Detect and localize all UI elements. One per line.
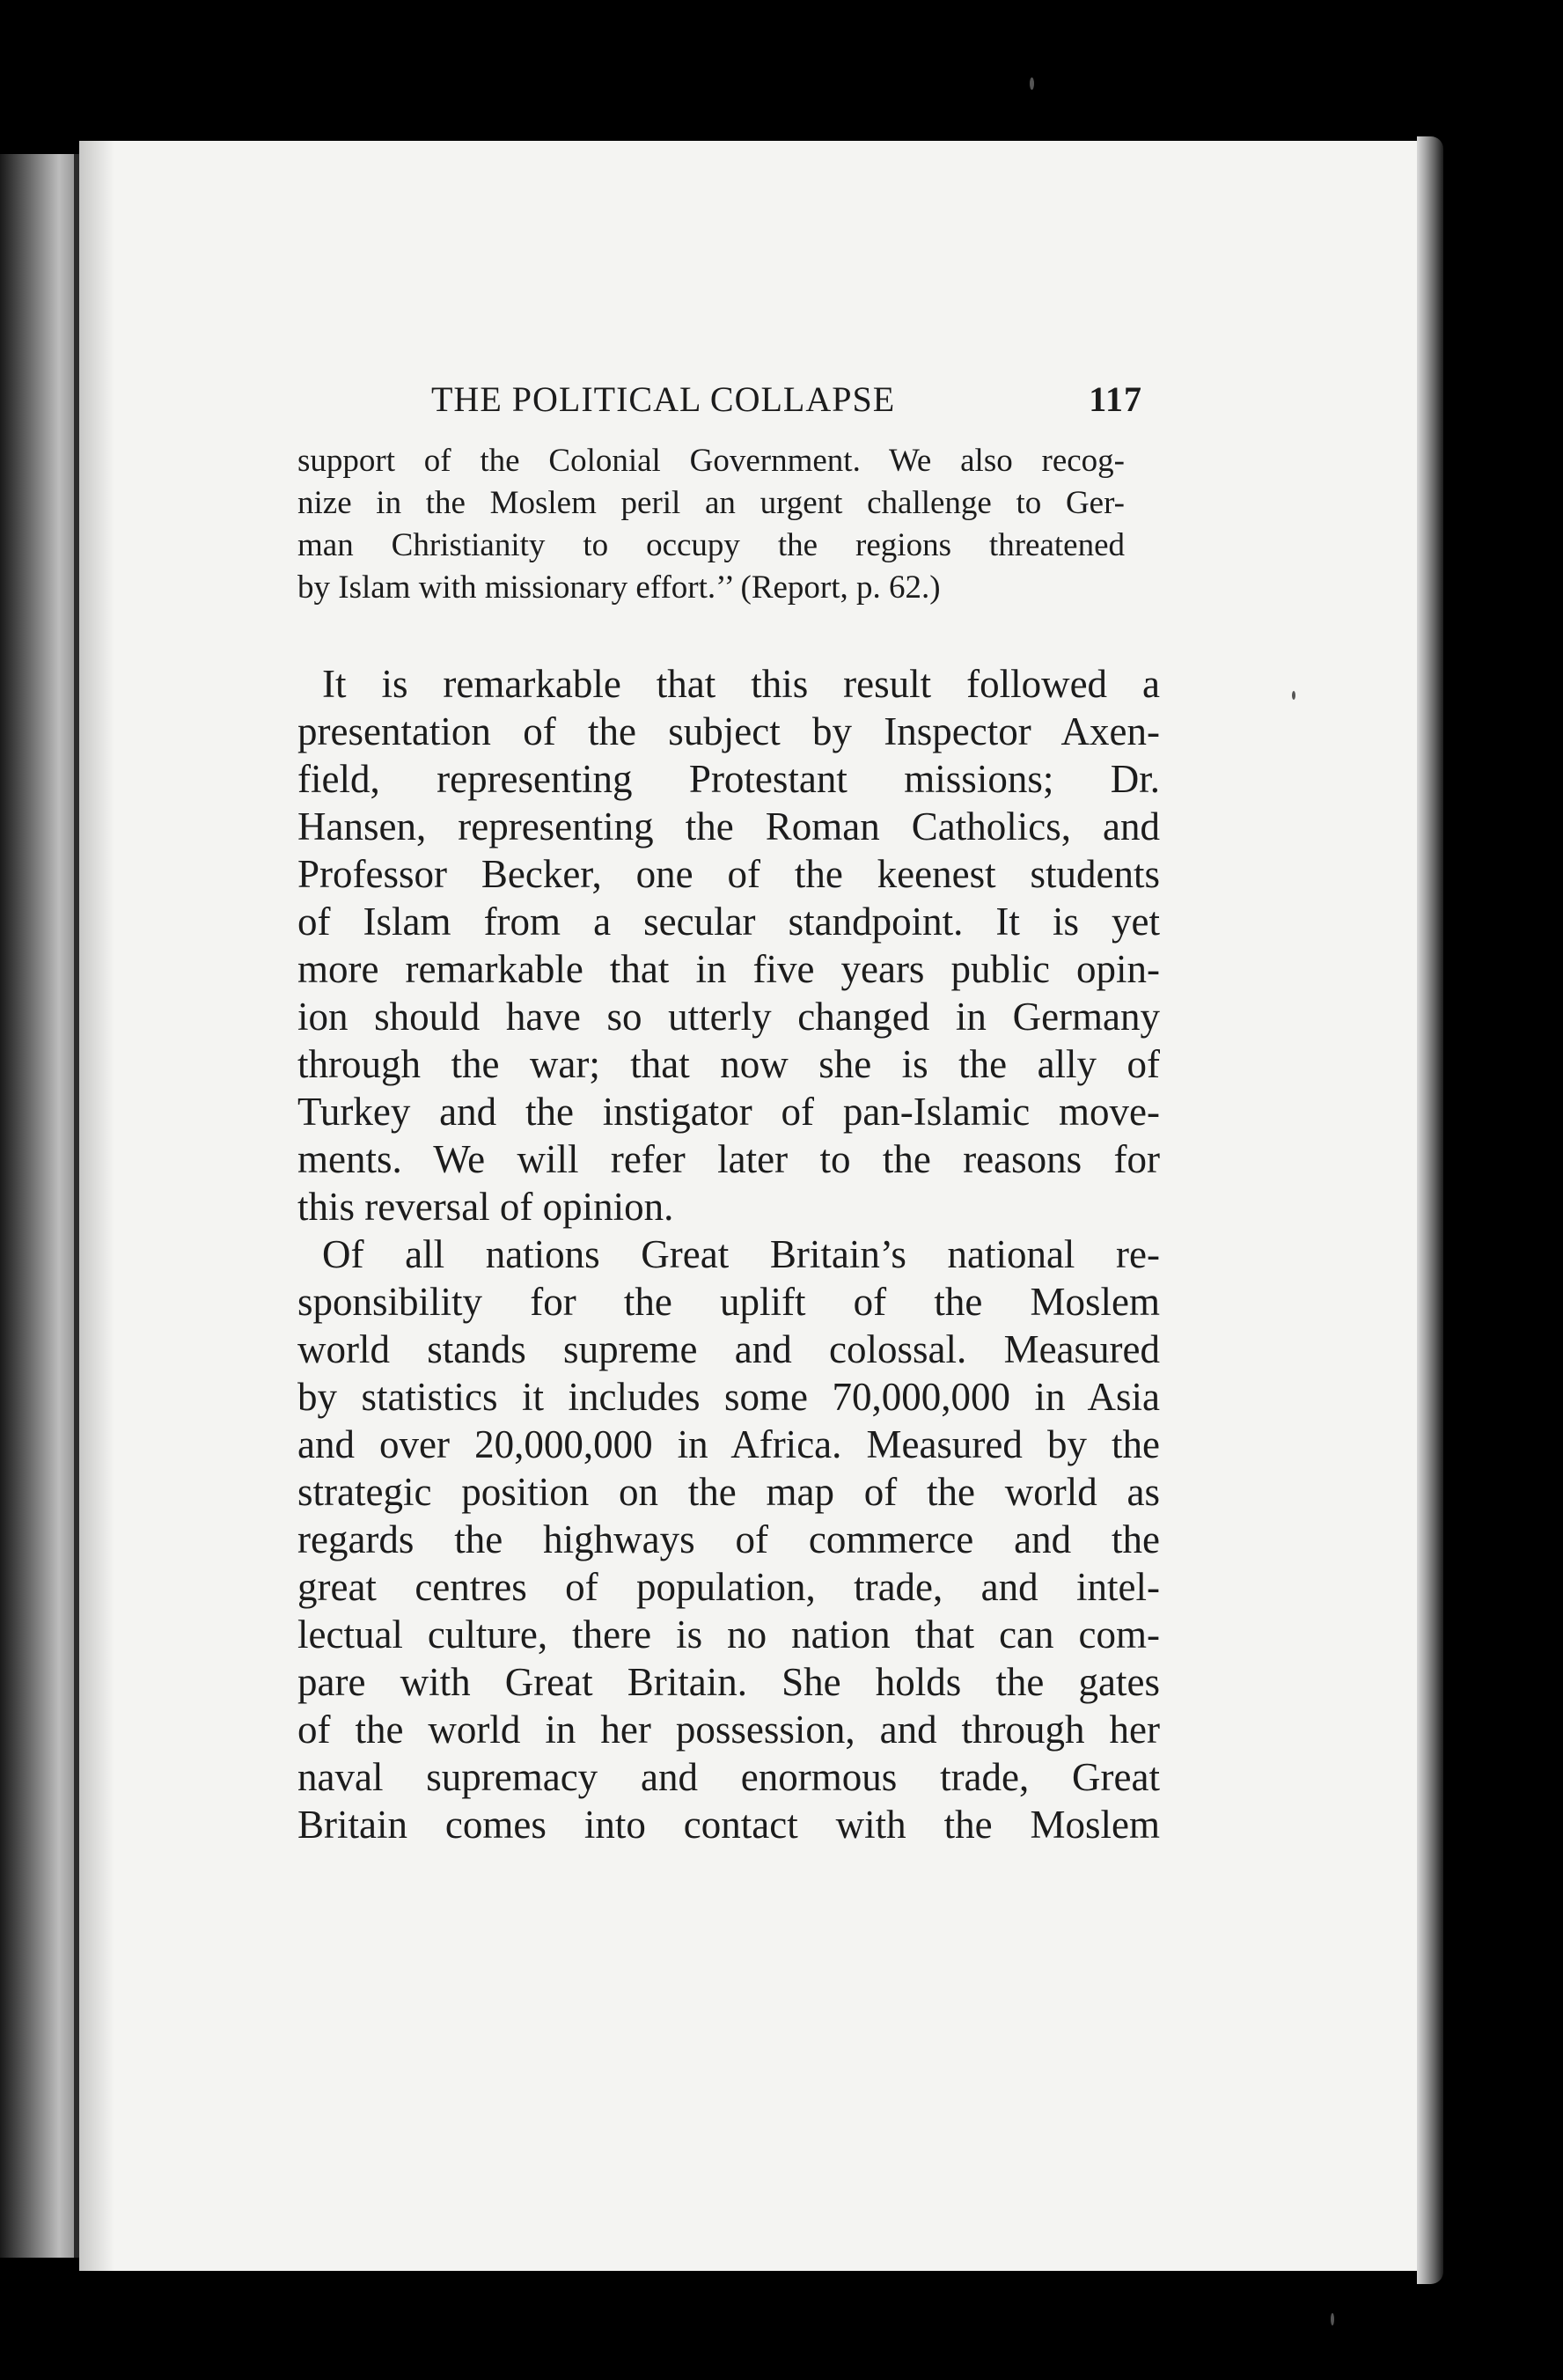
- text-line: naval supremacy and enormous trade, Great: [297, 1755, 1160, 1799]
- quote-line: man Christianity to occupy the regions threatened: [297, 527, 1125, 563]
- quote-line: by Islam with missionary effort.’’ (Report, p. 62.): [297, 569, 941, 606]
- text-line: field, representing Protestant missions; Dr.: [297, 757, 1160, 801]
- text-line: Of all nations Great Britain’s national re-: [322, 1232, 1160, 1276]
- right-page-edge: [1417, 136, 1443, 2284]
- text-line: Turkey and the instigator of pan-Islamic move-: [297, 1090, 1160, 1134]
- text-line: Professor Becker, one of the keenest students: [297, 852, 1160, 896]
- text-line: It is remarkable that this result followed a: [322, 662, 1160, 706]
- text-line: great centres of population, trade, and intel-: [297, 1565, 1160, 1609]
- text-line: strategic position on the map of the world as: [297, 1470, 1160, 1514]
- paragraph: [297, 1230, 1160, 1848]
- text-line: of the world in her possession, and through her: [297, 1708, 1160, 1752]
- text-line: by statistics it includes some 70,000,000 in Asia: [297, 1375, 1160, 1419]
- dust-speck: [1030, 77, 1034, 90]
- text-line: ion should have so utterly changed in Germany: [297, 995, 1160, 1039]
- paragraph: [297, 660, 1160, 1230]
- text-line: Britain comes into contact with the Moslem: [297, 1803, 1160, 1847]
- text-line: ments. We will refer later to the reasons for: [297, 1137, 1160, 1181]
- text-line: sponsibility for the uplift of the Moslem: [297, 1280, 1160, 1324]
- dust-speck: [1331, 2313, 1334, 2325]
- text-line: pare with Great Britain. She holds the gates: [297, 1660, 1160, 1704]
- page-number: 117: [1089, 379, 1142, 419]
- text-line: through the war; that now she is the ally of: [297, 1042, 1160, 1086]
- gutter-shadow: [79, 141, 114, 2271]
- text-line: more remarkable that in five years public opin-: [297, 947, 1160, 991]
- running-head: [297, 378, 1160, 431]
- running-head-title: THE POLITICAL COLLAPSE: [431, 379, 896, 419]
- text-line: Hansen, representing the Roman Catholics, and: [297, 804, 1160, 848]
- text-line: of Islam from a secular standpoint. It is yet: [297, 900, 1160, 944]
- page-content: [297, 378, 1160, 1848]
- body-text: [297, 660, 1160, 1848]
- quote-line: nize in the Moslem peril an urgent challenge to Ger-: [297, 485, 1125, 521]
- text-line: lectual culture, there is no nation that can com-: [297, 1612, 1160, 1656]
- text-line: presentation of the subject by Inspector Axen-: [297, 709, 1160, 753]
- quote-line: support of the Colonial Government. We also recog-: [297, 443, 1125, 479]
- text-line: regards the highways of commerce and the: [297, 1517, 1160, 1561]
- text-line: this reversal of opinion.: [297, 1185, 674, 1229]
- text-line: and over 20,000,000 in Africa. Measured by the: [297, 1422, 1160, 1466]
- block-quote: [297, 440, 1125, 609]
- left-page-edge: [0, 154, 74, 2258]
- dust-speck: [1292, 691, 1295, 700]
- text-line: world stands supreme and colossal. Measured: [297, 1327, 1160, 1371]
